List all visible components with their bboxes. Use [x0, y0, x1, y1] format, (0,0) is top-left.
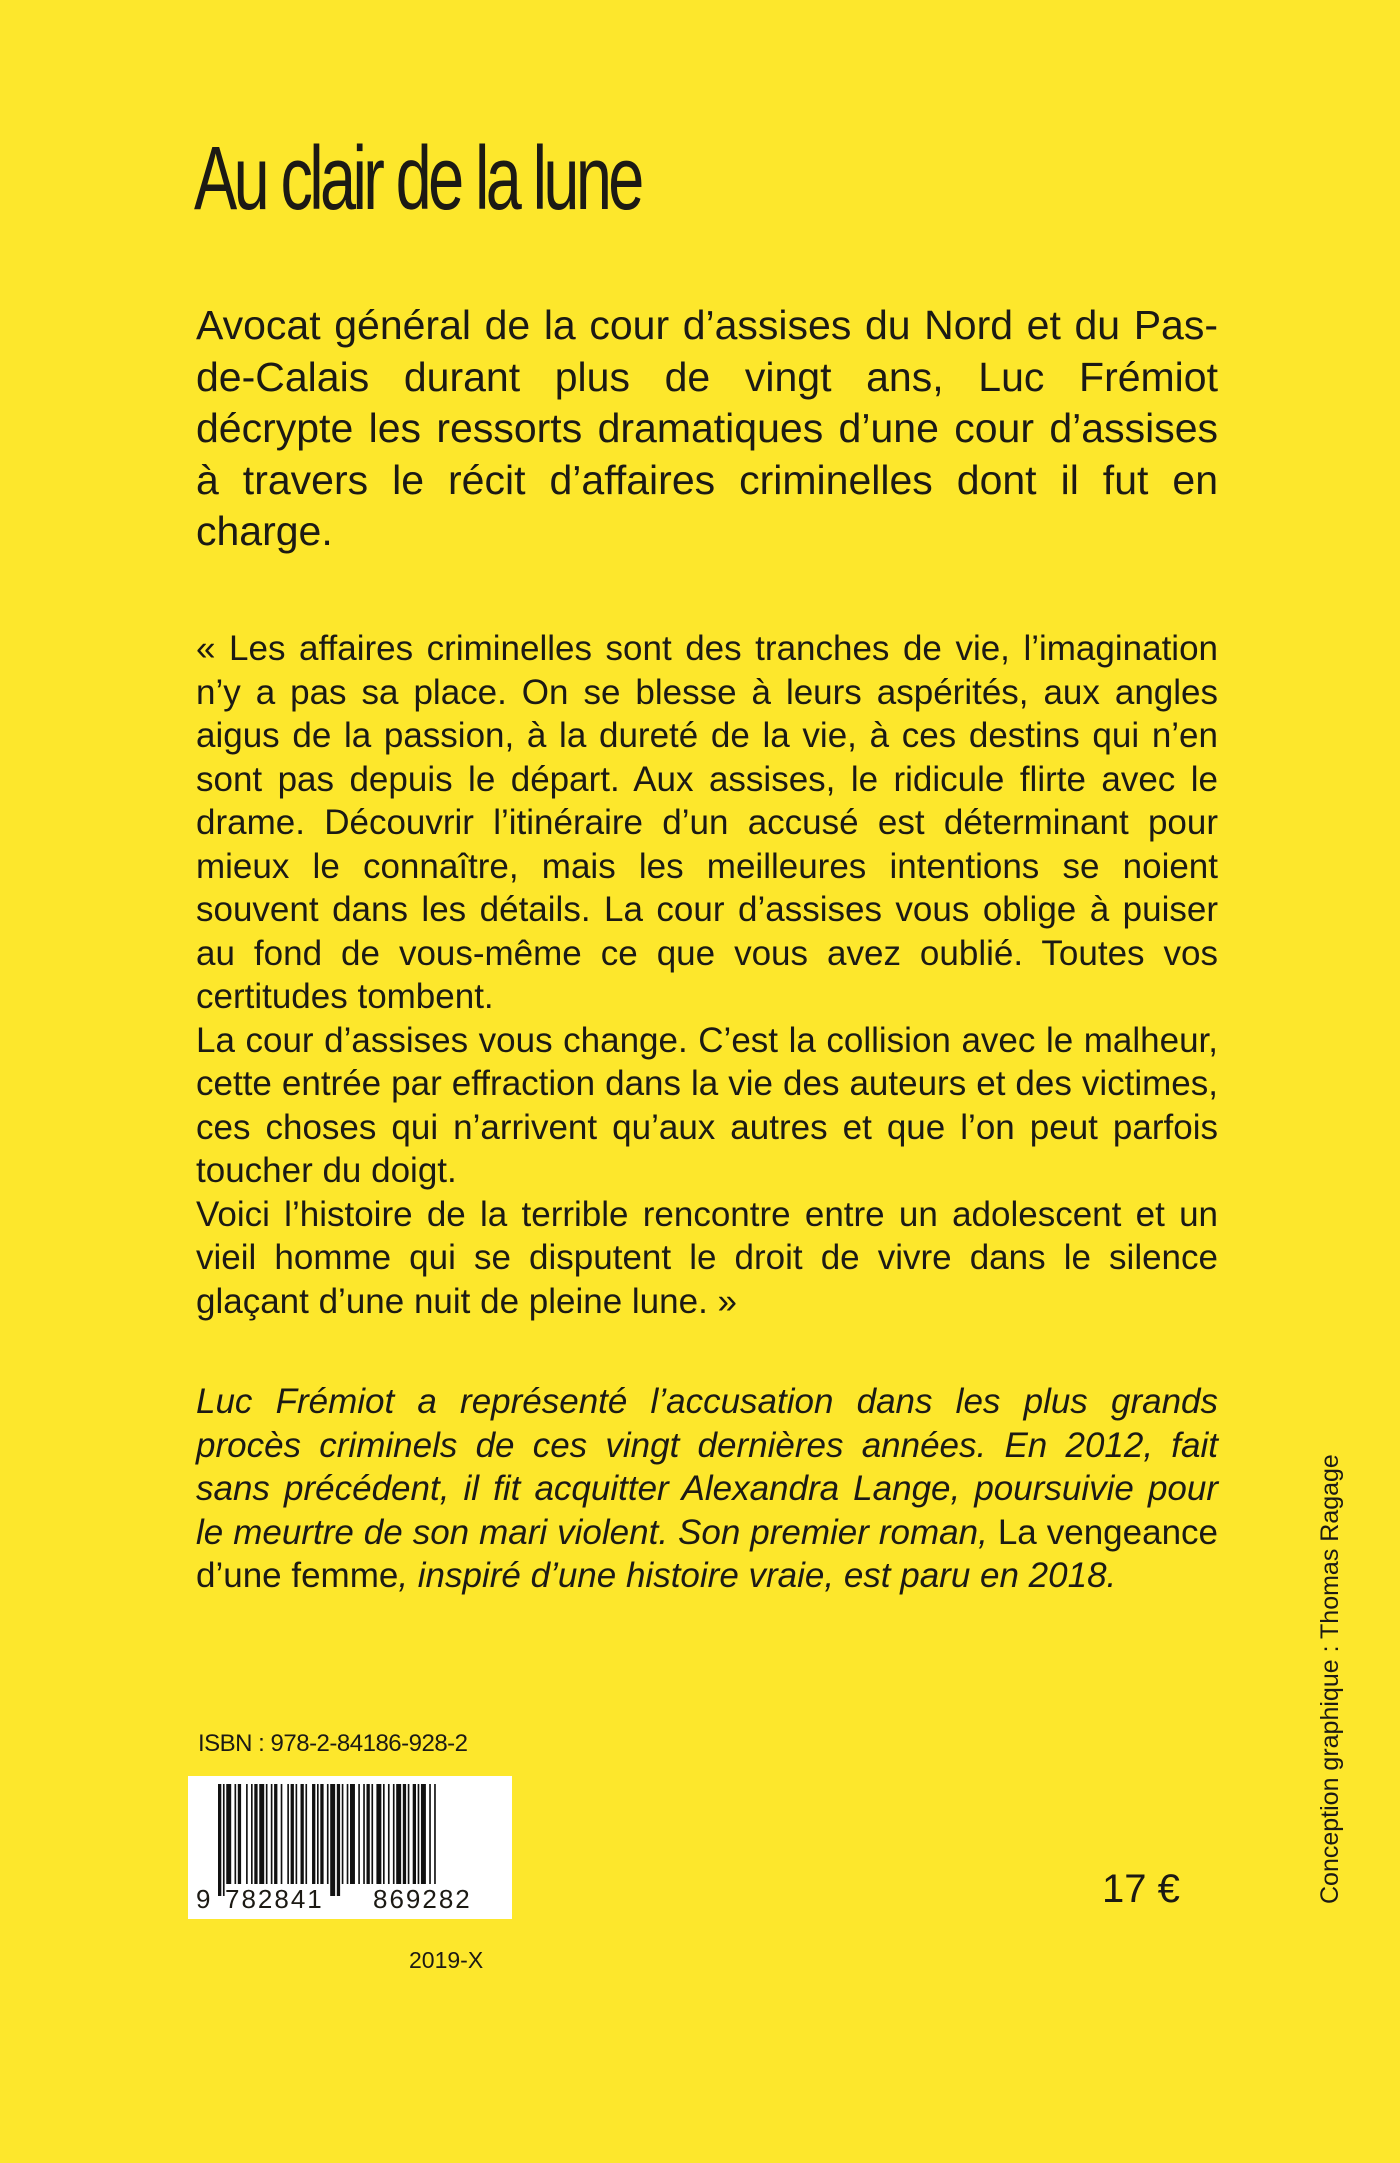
barcode-bar	[393, 1784, 395, 1884]
price: 17 €	[1102, 1867, 1180, 1911]
barcode-bar	[434, 1784, 436, 1884]
barcode-bar	[350, 1784, 355, 1884]
barcode-bar	[312, 1784, 315, 1884]
quote-block	[196, 627, 1218, 1323]
barcode-bar	[376, 1784, 381, 1884]
barcode-bar	[413, 1784, 416, 1884]
author-bio-book-title: La vengeance d’une femme	[196, 1512, 1218, 1595]
barcode-digits	[188, 1884, 512, 1914]
barcode-bar	[363, 1784, 365, 1884]
barcode-bar	[238, 1784, 241, 1884]
book-title: Au clair de la lune	[194, 129, 641, 229]
quote-paragraph-3: Voici l’histoire de la terrible rencontre entre un adolescent et un vieil homme qui se disputent le droit de vivre dans le silence glaçant d’une nuit de pleine lune. »	[196, 1194, 1218, 1321]
barcode-bar	[274, 1784, 277, 1884]
barcode-bar	[254, 1784, 257, 1884]
barcode-bar	[429, 1784, 431, 1884]
barcode-bar	[342, 1784, 344, 1884]
barcode-bar	[396, 1784, 401, 1884]
barcode-bar	[317, 1784, 319, 1884]
author-bio-text-1: Luc Frémiot a représenté l’accusation dans les plus grands procès criminels de ces vingt dernières années. En 2012, fait sans précédent, il fit acquitter Alexandra Lange, poursuivie pour le meurtre de son mari violent. Son premier roman,	[196, 1382, 1218, 1552]
barcode-bar	[403, 1784, 406, 1884]
author-bio-text-2: , inspiré d’une histoire vraie, est paru en 2018.	[398, 1556, 1117, 1595]
barcode-bar	[327, 1784, 329, 1884]
barcode-bar	[408, 1784, 410, 1884]
barcode	[188, 1776, 512, 1919]
author-bio	[196, 1380, 1218, 1598]
barcode-bar	[418, 1784, 420, 1884]
barcode-bar	[218, 1784, 221, 1896]
barcode-bar	[281, 1784, 283, 1884]
barcode-bar	[388, 1784, 390, 1884]
barcode-bar	[287, 1784, 289, 1884]
barcode-bar	[251, 1784, 253, 1884]
barcode-bar	[223, 1784, 225, 1896]
barcode-bar	[271, 1784, 273, 1884]
barcode-bar	[259, 1784, 264, 1884]
quote-paragraph-2: La cour d’assises vous change. C’est la collision avec le malheur, cette entrée par effraction dans la vie des auteurs et des victimes, ces choses qui n’arrivent qu’aux autres et que l’on peut parfois toucher du doigt.	[196, 1020, 1218, 1190]
barcode-bar	[320, 1784, 323, 1884]
barcode-bar	[367, 1784, 370, 1884]
barcode-bar	[235, 1784, 237, 1884]
intro-paragraph: Avocat général de la cour d’assises du Nord et du Pas-de-Calais durant plus de vingt ans, Luc Frémiot décrypte les ressorts dramatiques d’une cour d’assises à travers le récit d’affaires criminelles dont il fut en charge.	[196, 302, 1218, 554]
barcode-bar	[371, 1784, 373, 1884]
isbn-label: ISBN : 978-2-84186-928-2	[198, 1730, 468, 1757]
quote-paragraph-1: « Les affaires criminelles sont des tranches de vie, l’imagination n’y a pas sa place. On se blesse à leurs aspérités, aux angles aigus de la passion, à la dureté de la vie, à ces destins qui n’en sont pas depuis le départ. Aux assises, le ridicule flirte avec le drame. Découvrir l’itinéraire d’un accusé est déterminant pour mieux le connaître, mais les meilleures intentions se noient souvent dans les détails. La cour d’assises vous oblige à puiser au fond de vous-même ce que vous avez oublié. Toutes vos certitudes tombent.	[196, 629, 1218, 1016]
barcode-bar	[291, 1784, 294, 1884]
barcode-bar	[421, 1784, 426, 1884]
barcode-bar	[337, 1784, 340, 1896]
barcode-bar	[358, 1784, 360, 1884]
barcode-bar	[266, 1784, 268, 1884]
barcode-digit-first: 9	[196, 1884, 211, 1914]
barcode-bar	[383, 1784, 385, 1884]
design-credit: Conception graphique : Thomas Ragage	[1316, 1454, 1344, 1904]
barcode-bar	[296, 1784, 298, 1884]
barcode-digits-right: 869282	[373, 1884, 472, 1914]
barcode-bar	[330, 1784, 335, 1896]
catalog-code: 2019-X	[409, 1947, 484, 1973]
barcode-bar	[301, 1784, 304, 1884]
barcode-digits-left: 782841	[225, 1884, 324, 1914]
barcode-bar	[347, 1784, 349, 1884]
barcode-bar	[226, 1784, 231, 1884]
barcode-bar	[246, 1784, 248, 1884]
barcode-bar	[305, 1784, 307, 1884]
